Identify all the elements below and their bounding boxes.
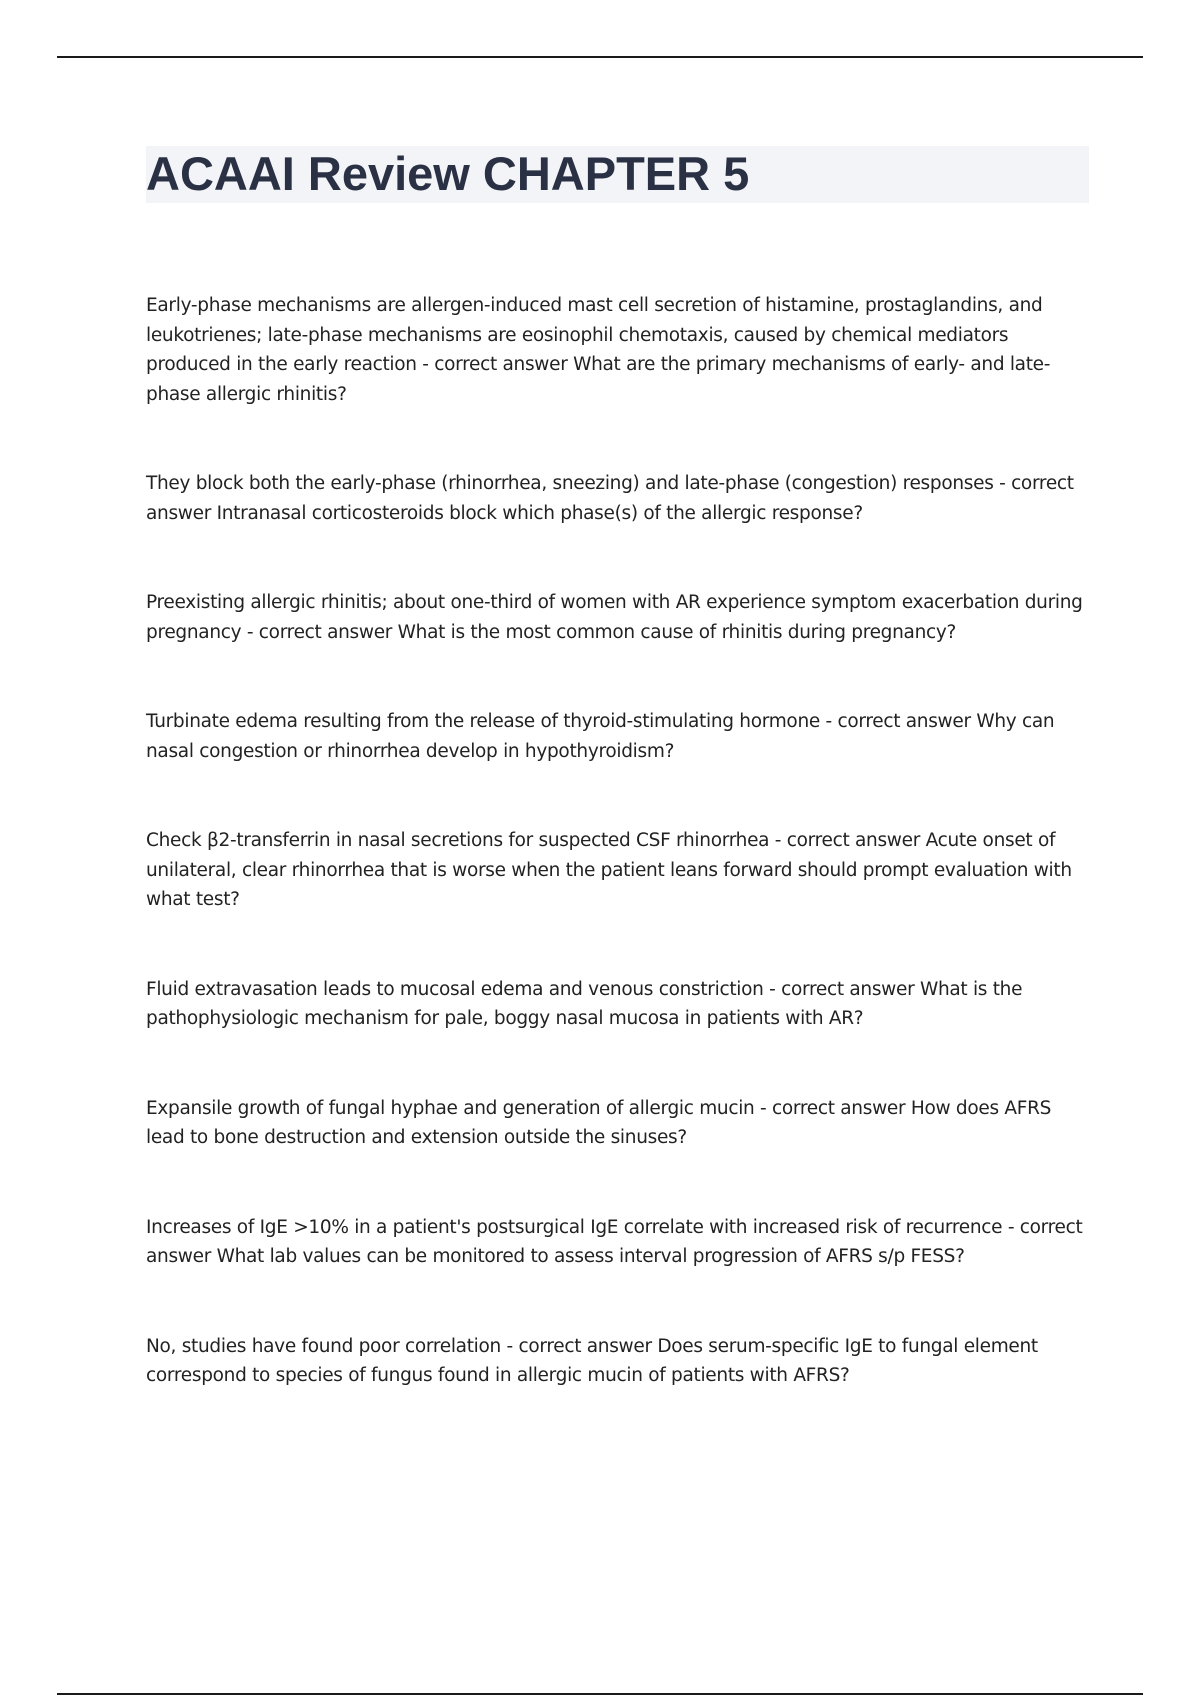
flashcard-entry: Early-phase mechanisms are allergen-induced mast cell secretion of histamine, prostaglandins, and leukotrienes; late-phase mechanisms are eosinophil chemotaxis, caused by chemical mediators produced in the early reaction - correct answer What are the primary mechanisms of early- and late-phase allergic rhinitis? [146, 295, 1051, 405]
flashcard-entry: They block both the early-phase (rhinorrhea, sneezing) and late-phase (congestion) responses - correct answer Intranasal corticosteroids block which phase(s) of the allergic response? [146, 473, 1074, 524]
page-title: ACAAI Review CHAPTER 5 [146, 147, 750, 200]
flashcard-entry: Turbinate edema resulting from the release of thyroid-stimulating hormone - correct answer Why can nasal congestion or rhinorrhea develop in hypothyroidism? [146, 711, 1055, 762]
flashcard-entry: Increases of IgE >10% in a patient's postsurgical IgE correlate with increased risk of recurrence - correct answer What lab values can be monitored to assess interval progression of AFRS s/p FESS? [146, 1216, 1083, 1267]
flashcard-entry: Check β2-transferrin in nasal secretions for suspected CSF rhinorrhea - correct answer Acute onset of unilateral, clear rhinorrhea that is worse when the patient leans forward should prompt evaluation with what test? [146, 830, 1072, 910]
flashcard-entry: Expansile growth of fungal hyphae and generation of allergic mucin - correct answer How does AFRS lead to bone destruction and extension outside the sinuses? [146, 1097, 1052, 1148]
flashcard-entry: Preexisting allergic rhinitis; about one-third of women with AR experience symptom exacerbation during pregnancy - correct answer What is the most common cause of rhinitis during pregnancy? [146, 592, 1083, 643]
top-divider [57, 56, 1143, 58]
bottom-divider [57, 1693, 1143, 1695]
flashcard-list [146, 291, 1094, 1451]
flashcard-entry: No, studies have found poor correlation - correct answer Does serum-specific IgE to fungal element correspond to species of fungus found in allergic mucin of patients with AFRS? [146, 1335, 1038, 1386]
flashcard-entry: Fluid extravasation leads to mucosal edema and venous constriction - correct answer What is the pathophysiologic mechanism for pale, boggy nasal mucosa in patients with AR? [146, 978, 1023, 1029]
